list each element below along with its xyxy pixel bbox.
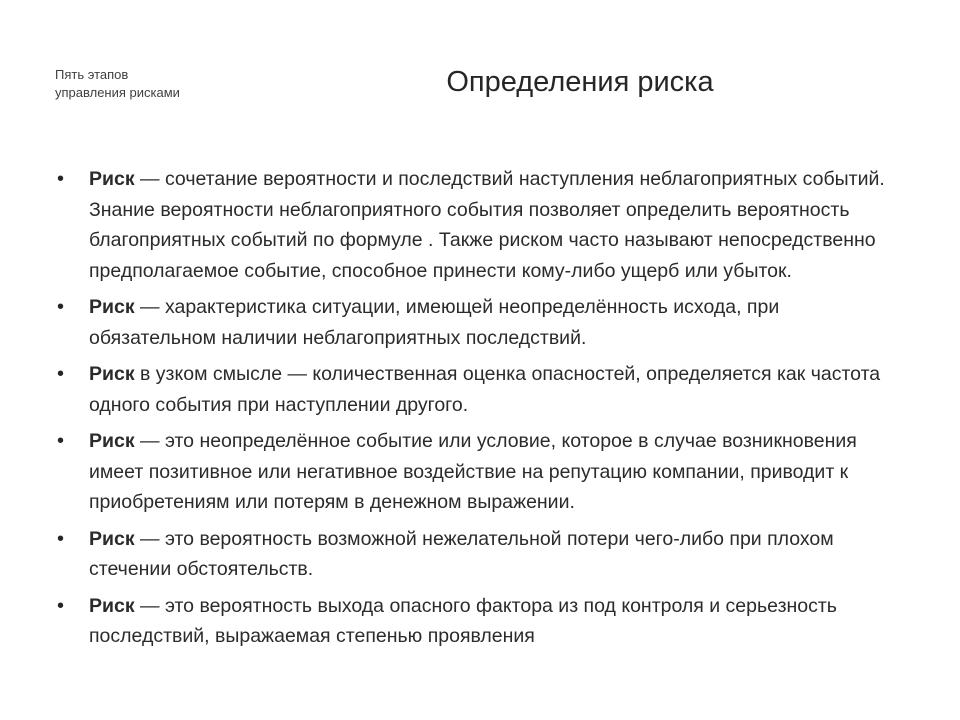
definition-term: Риск <box>89 363 135 385</box>
definitions-list <box>57 164 907 658</box>
bullet-icon: • <box>57 594 65 617</box>
definition-text: — это вероятность возможной нежелательной потери чего-либо при плохом стечении обстоятельств. <box>89 527 834 580</box>
definition-text: в узком смысле — количественная оценка опасностей, определяется как частота одного события при наступлении другого. <box>89 363 881 416</box>
bullet-icon: • <box>57 168 65 190</box>
section-label-line-2: управления рисками <box>55 85 180 100</box>
definition-item-3 <box>57 359 907 420</box>
bullet-icon: • <box>57 296 65 318</box>
bullet-icon: • <box>57 363 65 385</box>
definition-term: Риск <box>89 296 135 318</box>
bullet-icon: • <box>57 430 65 452</box>
definition-item-2 <box>57 292 907 353</box>
bullet-icon: • <box>57 527 65 550</box>
definition-item-6 <box>57 591 907 652</box>
section-label-line-1: Пять этапов <box>55 67 129 82</box>
definition-text: — это неопределённое событие или условие, которое в случае возникновения имеет позитивное или негативное воздействие на репутацию компании, приводит к приобретениям или потерям в денежном выражении. <box>89 430 857 513</box>
definition-term: Риск <box>89 527 135 550</box>
section-label <box>55 66 275 102</box>
definition-text: — это вероятность выхода опасного фактора из под контроля и серьезность последствий, выражаемая степенью проявления <box>89 594 837 647</box>
slide-title: Определения риска <box>446 66 714 98</box>
definition-text: — характеристика ситуации, имеющей неопределённость исхода, при обязательном наличии неблагоприятных последствий. <box>89 296 780 349</box>
definition-term: Риск <box>89 430 135 452</box>
definition-term: Риск <box>89 594 135 617</box>
definition-item-1 <box>57 164 907 286</box>
definition-item-5 <box>57 524 907 585</box>
definition-text: — сочетание вероятности и последствий наступления неблагоприятных событий. Знание вероятности неблагоприятного события позволяет определить вероятность благоприятных событий по формуле . Также риском часто называют непосредственно предполагаемое событие, способное принести кому-либо ущерб или убыток. <box>89 168 885 282</box>
definition-term: Риск <box>89 168 135 190</box>
definition-item-4 <box>57 426 907 518</box>
